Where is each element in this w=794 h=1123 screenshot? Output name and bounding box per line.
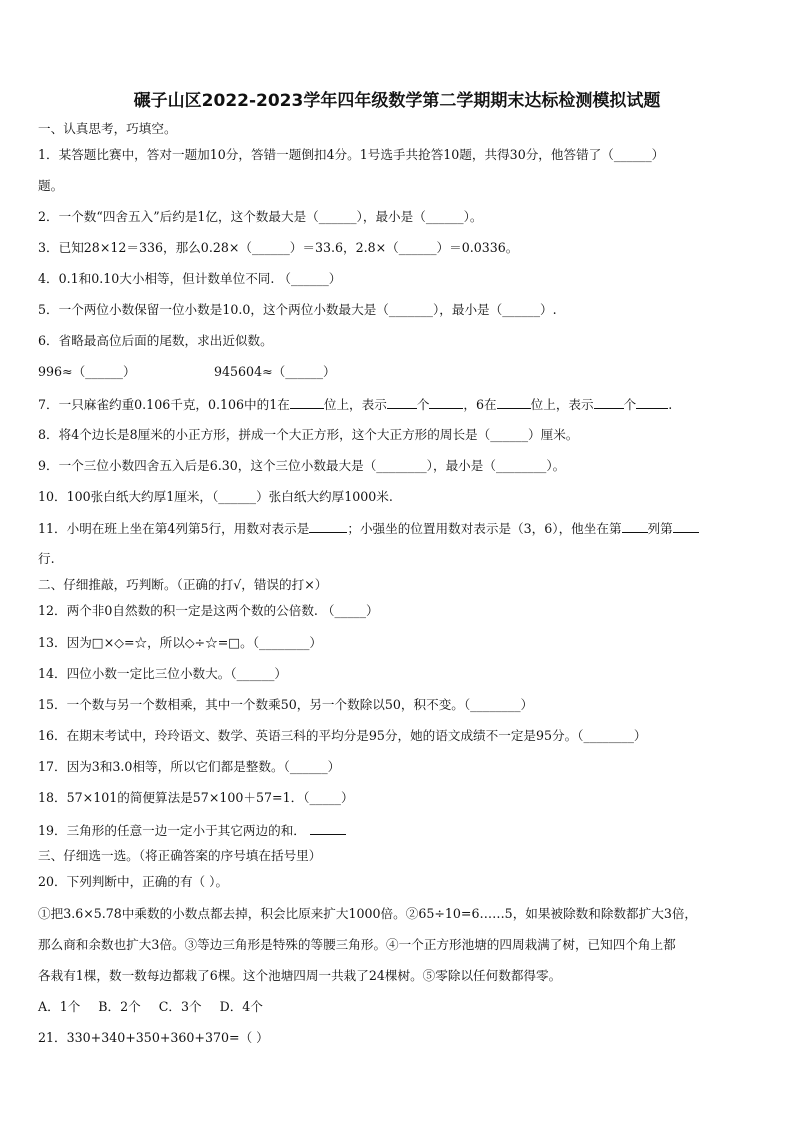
question-6-a: 996≈（______） xyxy=(38,364,136,379)
question-11-part3: 列第 xyxy=(647,521,673,536)
question-7-part5: 位上，表示 xyxy=(530,397,594,412)
question-11 xyxy=(38,520,699,537)
answer-blank[interactable] xyxy=(497,396,531,409)
question-4: 4．0.1和0.10大小相等，但计数单位不同. （______） xyxy=(38,271,342,286)
answer-blank[interactable] xyxy=(387,396,417,409)
section-1-heading: 一、认真思考，巧填空。 xyxy=(38,121,177,136)
answer-blank[interactable] xyxy=(673,520,699,533)
answer-blank[interactable] xyxy=(429,396,463,409)
question-7-part2: 位上，表示 xyxy=(323,397,387,412)
question-20-options xyxy=(38,999,281,1015)
question-9: 9．一个三位小数四舍五入后是6.30，这个三位小数最大是（________），最小是（________）。 xyxy=(38,458,566,473)
question-11-part2: ；小强坐的位置用数对表示是（3，6），他坐在第 xyxy=(347,521,622,536)
question-20-statement-1: ①把3.6×5.78中乘数的小数点都去掉，积会比原来扩大1000倍。②65÷10=6……5，如果被除数和除数都扩大3倍， xyxy=(38,906,698,921)
question-7-part4: ，6在 xyxy=(463,397,497,412)
answer-blank[interactable] xyxy=(622,520,648,533)
section-2-heading: 二、仔细推敲，巧判断。（正确的打√，错误的打×） xyxy=(38,577,328,592)
question-20-statement-2: 那么商和余数也扩大3倍。③等边三角形是特殊的等腰三角形。④一个正方形池塘的四周栽满了树，已知四个角上都 xyxy=(38,937,676,952)
question-18: 18．57×101的简便算法是57×100＋57=1．（_____） xyxy=(38,790,354,805)
question-7-part1: 7．一只麻雀约重0.106千克，0.106中的1在 xyxy=(38,397,290,412)
question-10: 10．100张白纸大约厚1厘米，（______）张白纸大约厚1000米. xyxy=(38,489,393,504)
section-3-heading: 三、仔细选一选。（将正确答案的序号填在括号里） xyxy=(38,848,322,863)
question-14: 14．四位小数一定比三位小数大。（______） xyxy=(38,666,288,681)
question-19-text: 19．三角形的任意一边一定小于其它两边的和． xyxy=(38,823,306,838)
page-title: 碾子山区2022-2023学年四年级数学第二学期期末达标检测模拟试题 xyxy=(133,91,661,111)
question-7-part7: . xyxy=(668,397,673,412)
question-20: 20．下列判断中，正确的有（ ）。 xyxy=(38,874,229,889)
question-7 xyxy=(38,396,672,413)
option-b[interactable]: B．2个 xyxy=(98,999,141,1014)
question-3: 3．已知28×12＝336，那么0.28×（______）＝33.6，2.8×（______）＝0.0336。 xyxy=(38,240,519,255)
question-13: 13．因为□×◇=☆，所以◇÷☆=□。（________） xyxy=(38,635,323,650)
question-2: 2．一个数“四舍五入”后约是1亿，这个数最大是（______），最小是（______）。 xyxy=(38,209,483,224)
question-8: 8．将4个边长是8厘米的小正方形，拼成一个大正方形，这个大正方形的周长是（______）厘米。 xyxy=(38,427,579,442)
question-19 xyxy=(38,822,346,839)
question-15: 15．一个数与另一个数相乘，其中一个数乘50，另一个数除以50，积不变。（________） xyxy=(38,697,534,712)
question-11-part1: 11．小明在班上坐在第4列第5行，用数对表示是 xyxy=(38,521,310,536)
answer-blank[interactable] xyxy=(309,520,347,533)
question-16: 16．在期末考试中，玲玲语文、数学、英语三科的平均分是95分，她的语文成绩不一定是95分。（________） xyxy=(38,728,647,743)
question-17: 17．因为3和3.0相等，所以它们都是整数。（______） xyxy=(38,759,341,774)
question-6-b: 945604≈（______） xyxy=(214,364,336,379)
question-6: 6．省略最高位后面的尾数，求出近似数。 xyxy=(38,333,273,348)
option-a[interactable]: A．1个 xyxy=(38,999,81,1014)
question-1-cont: 题。 xyxy=(38,178,64,193)
answer-blank[interactable] xyxy=(290,396,324,409)
answer-blank[interactable] xyxy=(310,822,346,835)
question-5: 5．一个两位小数保留一位小数是10.0，这个两位小数最大是（_______），最小是（______）. xyxy=(38,302,557,317)
option-d[interactable]: D．4个 xyxy=(219,999,263,1014)
answer-blank[interactable] xyxy=(636,396,668,409)
question-20-statement-3: 各栽有1棵，数一数每边都栽了6棵。这个池塘四周一共栽了24棵树。⑤零除以任何数都得零。 xyxy=(38,968,562,983)
option-c[interactable]: C．3个 xyxy=(158,999,202,1014)
question-7-part6: 个 xyxy=(623,397,637,412)
answer-blank[interactable] xyxy=(594,396,624,409)
question-11-cont: 行. xyxy=(38,551,55,566)
question-21: 21．330+340+350+360+370=（ ） xyxy=(38,1030,269,1045)
question-1: 1．某答题比赛中，答对一题加10分，答错一题倒扣4分。1号选手共抢答10题，共得30分，他答错了（______） xyxy=(38,147,665,162)
question-7-part3: 个 xyxy=(416,397,430,412)
question-12: 12．两个非0自然数的积一定是这两个数的公倍数. （_____） xyxy=(38,603,379,618)
